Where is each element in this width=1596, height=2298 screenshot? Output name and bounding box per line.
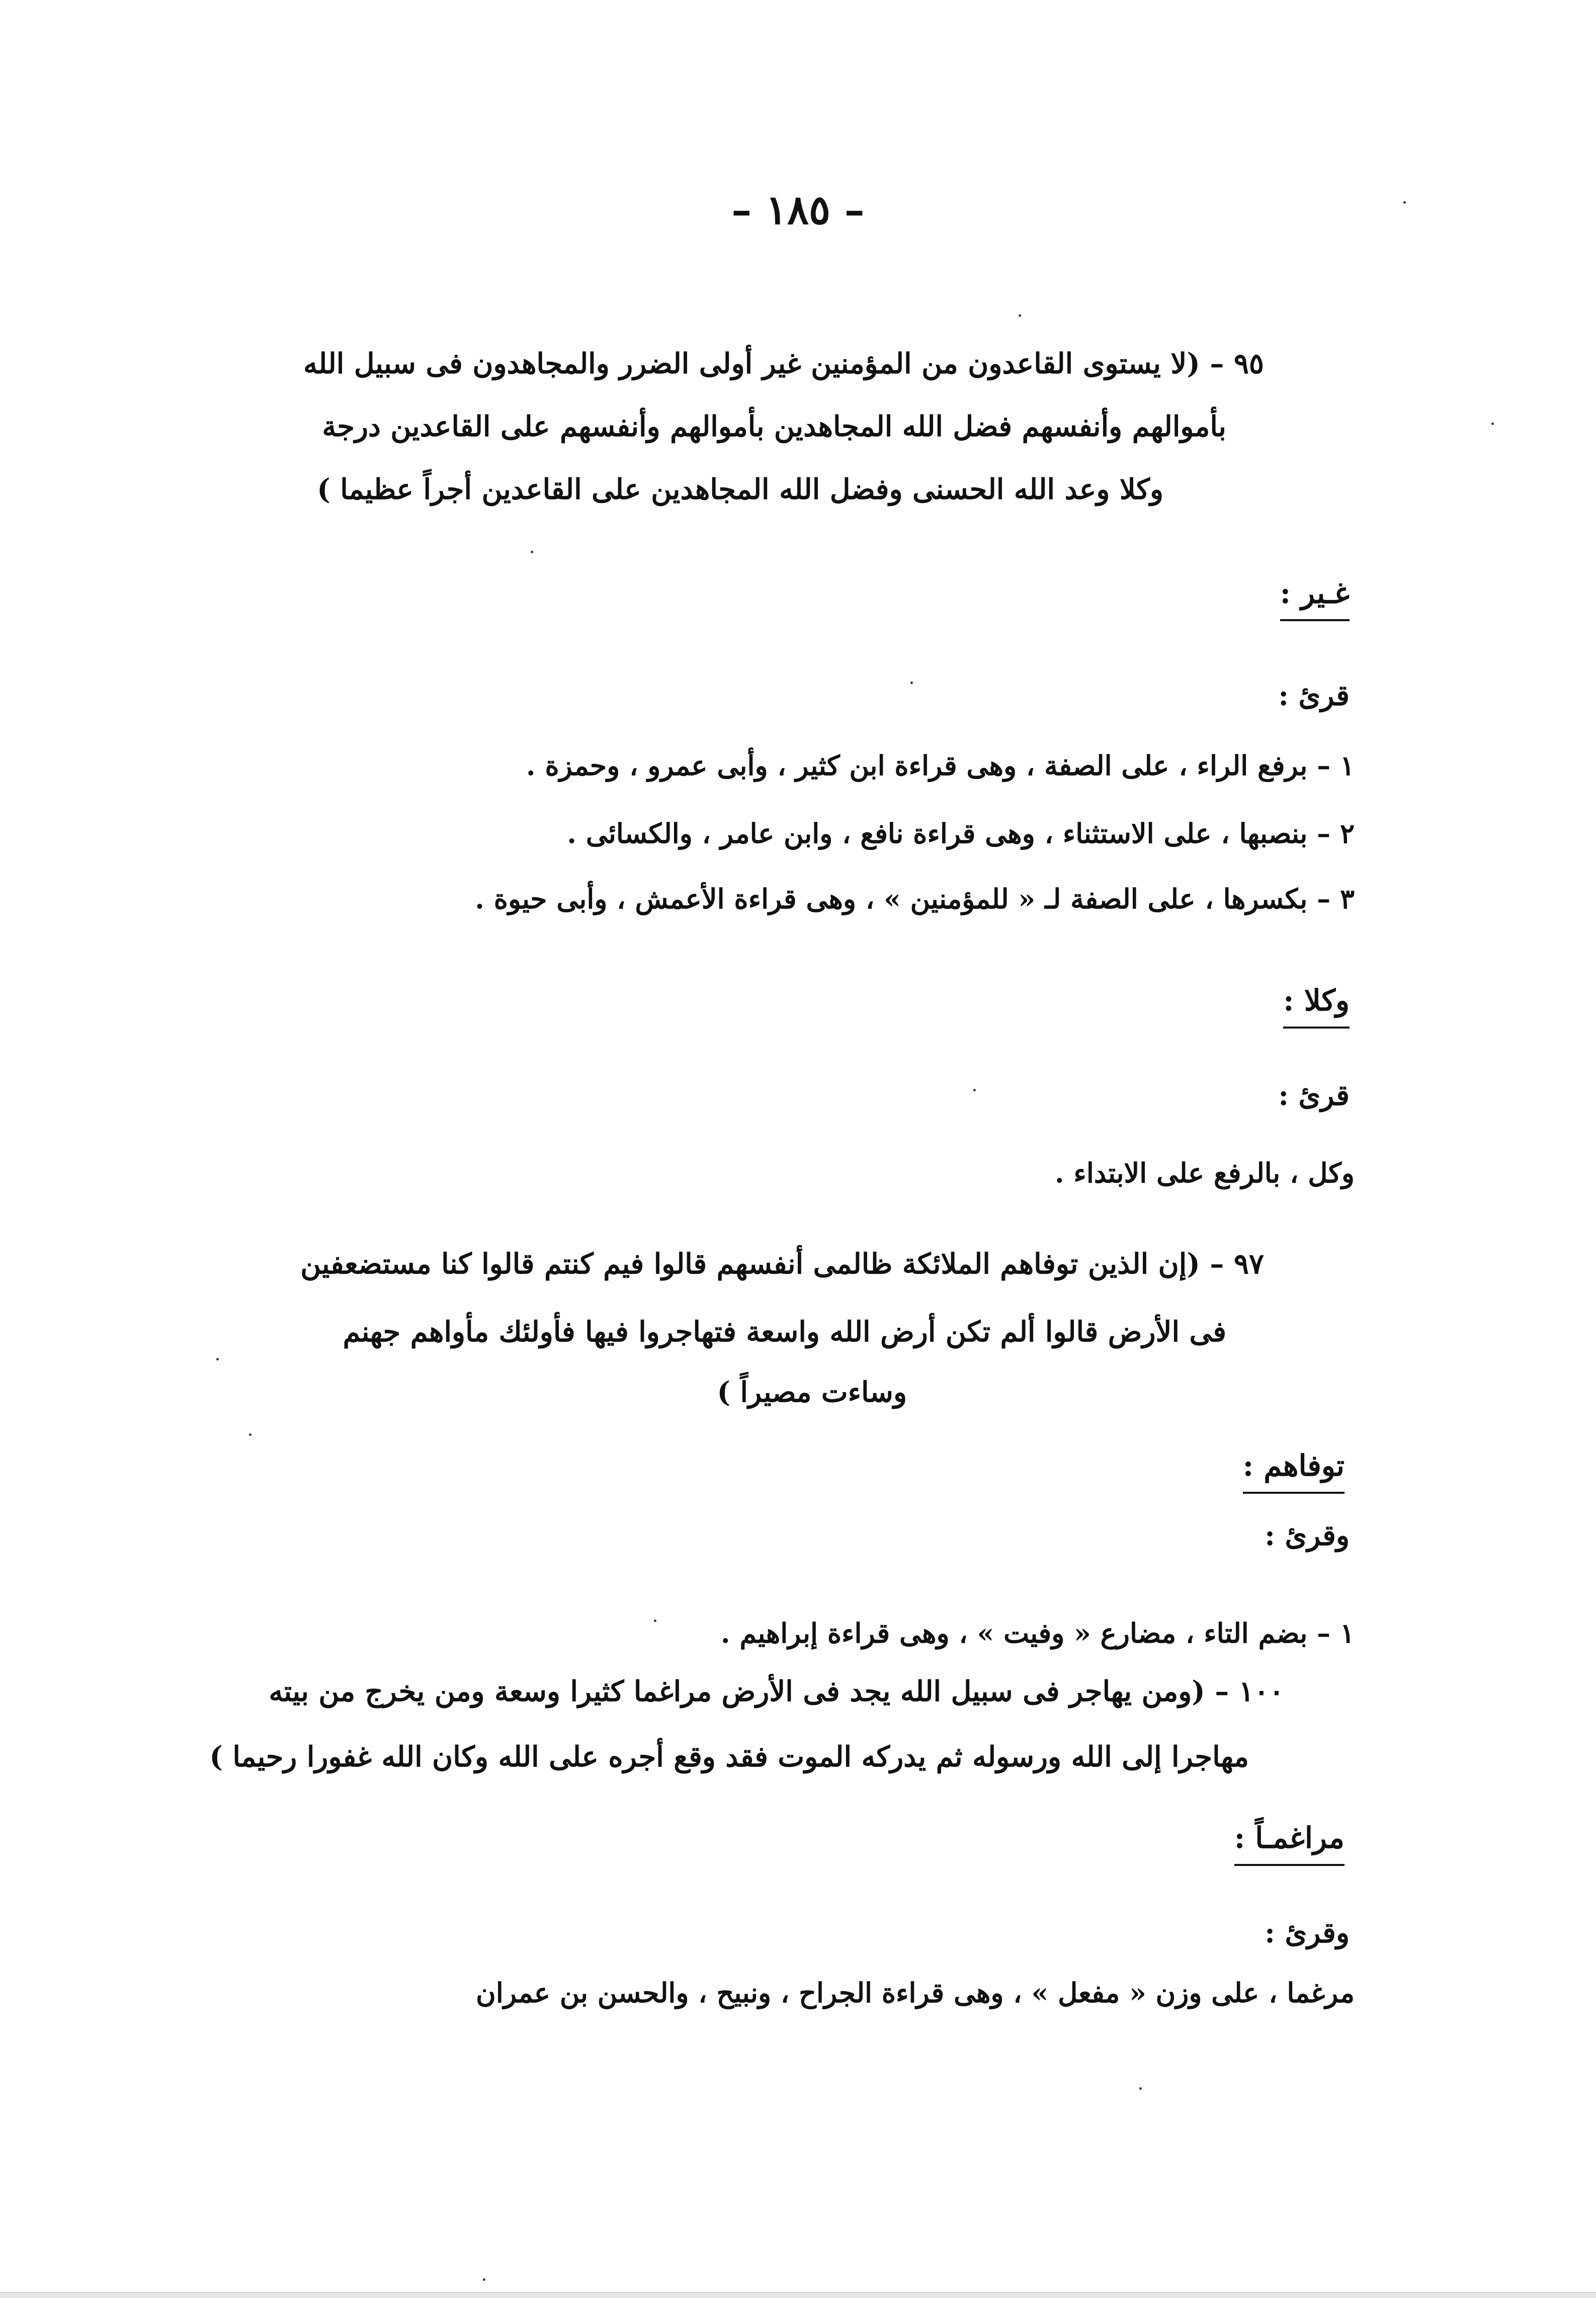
verse-97-line-3: وساءت مصيراً )	[717, 1376, 907, 1409]
scanner-edge	[0, 2292, 1596, 2298]
reading-item: ١ – بضم التاء ، مضارع « وفيت » ، وهى قراءة إبراهيم .	[720, 1617, 1355, 1649]
reading-item: وكل ، بالرفع على الابتداء .	[1054, 1157, 1355, 1189]
word-heading-tawaffahum: توفاهم :	[1243, 1449, 1345, 1494]
scan-speck	[531, 551, 533, 553]
scan-speck	[973, 1089, 976, 1091]
word-heading-wakulla: وكلا :	[1283, 983, 1350, 1029]
page-number: – ١٨٥ –	[731, 186, 865, 233]
scan-speck	[910, 682, 913, 684]
verse-95-line-2: بأموالهم وأنفسهم فضل الله المجاهدين بأموالهم وأنفسهم على القاعدين درجة	[322, 410, 1226, 443]
verse-100-line-1: ١٠٠ – (ومن يهاجر فى سبيل الله يجد فى الأرض مراغما كثيرا وسعة ومن يخرج من بيته	[269, 1675, 1284, 1708]
verse-100-line-2: مهاجرا إلى الله ورسوله ثم يدركه الموت فقد وقع أجره على الله وكان الله غفورا رحيما )	[209, 1740, 1249, 1773]
verse-95-line-3: وكلا وعد الله الحسنى وفضل الله المجاهدين على القاعدين أجراً عظيما )	[317, 473, 1163, 506]
verse-97-line-1: ٩٧ – (إن الذين توفاهم الملائكة ظالمى أنفسهم قالوا فيم كنتم قالوا كنا مستضعفين	[300, 1247, 1264, 1281]
qira-label: وقرئ :	[1265, 1519, 1350, 1552]
word-heading-ghayr: غـير :	[1280, 576, 1350, 621]
scan-speck	[1491, 422, 1494, 425]
qira-label: قرئ :	[1278, 1079, 1350, 1112]
reading-item: ٣ – بكسرها ، على الصفة لـ « للمؤمنين » ، وهى قراءة الأعمش ، وأبى حيوة .	[475, 883, 1355, 915]
reading-item: ١ – برفع الراء ، على الصفة ، وهى قراءة ابن كثير ، وأبى عمرو ، وحمزة .	[526, 749, 1355, 782]
qira-label: وقرئ :	[1265, 1916, 1350, 1949]
verse-95-line-1: ٩٥ – (لا يستوى القاعدون من المؤمنين غير أولى الضرر والمجاهدون فى سبيل الله	[303, 347, 1264, 380]
scan-speck	[249, 1433, 251, 1436]
scan-speck	[654, 1620, 656, 1622]
scan-speck	[216, 1358, 219, 1360]
reading-item: ٢ – بنصبها ، على الاستثناء ، وهى قراءة نافع ، وابن عامر ، والكسائى .	[567, 817, 1355, 849]
word-heading-muraghaman: مراغمـاً :	[1234, 1821, 1345, 1866]
qira-label: قرئ :	[1278, 679, 1350, 712]
scan-speck	[1139, 2087, 1142, 2090]
reading-item: مرغما ، على وزن « مفعل » ، وهى قراءة الجراح ، ونبيح ، والحسن بن عمران	[476, 1977, 1355, 2009]
scan-speck	[1403, 201, 1406, 204]
scan-speck	[1019, 314, 1021, 317]
verse-97-line-2: فى الأرض قالوا ألم تكن أرض الله واسعة فتهاجروا فيها فأولئك مأواهم جهنم	[343, 1315, 1226, 1348]
scan-speck	[483, 2278, 485, 2281]
